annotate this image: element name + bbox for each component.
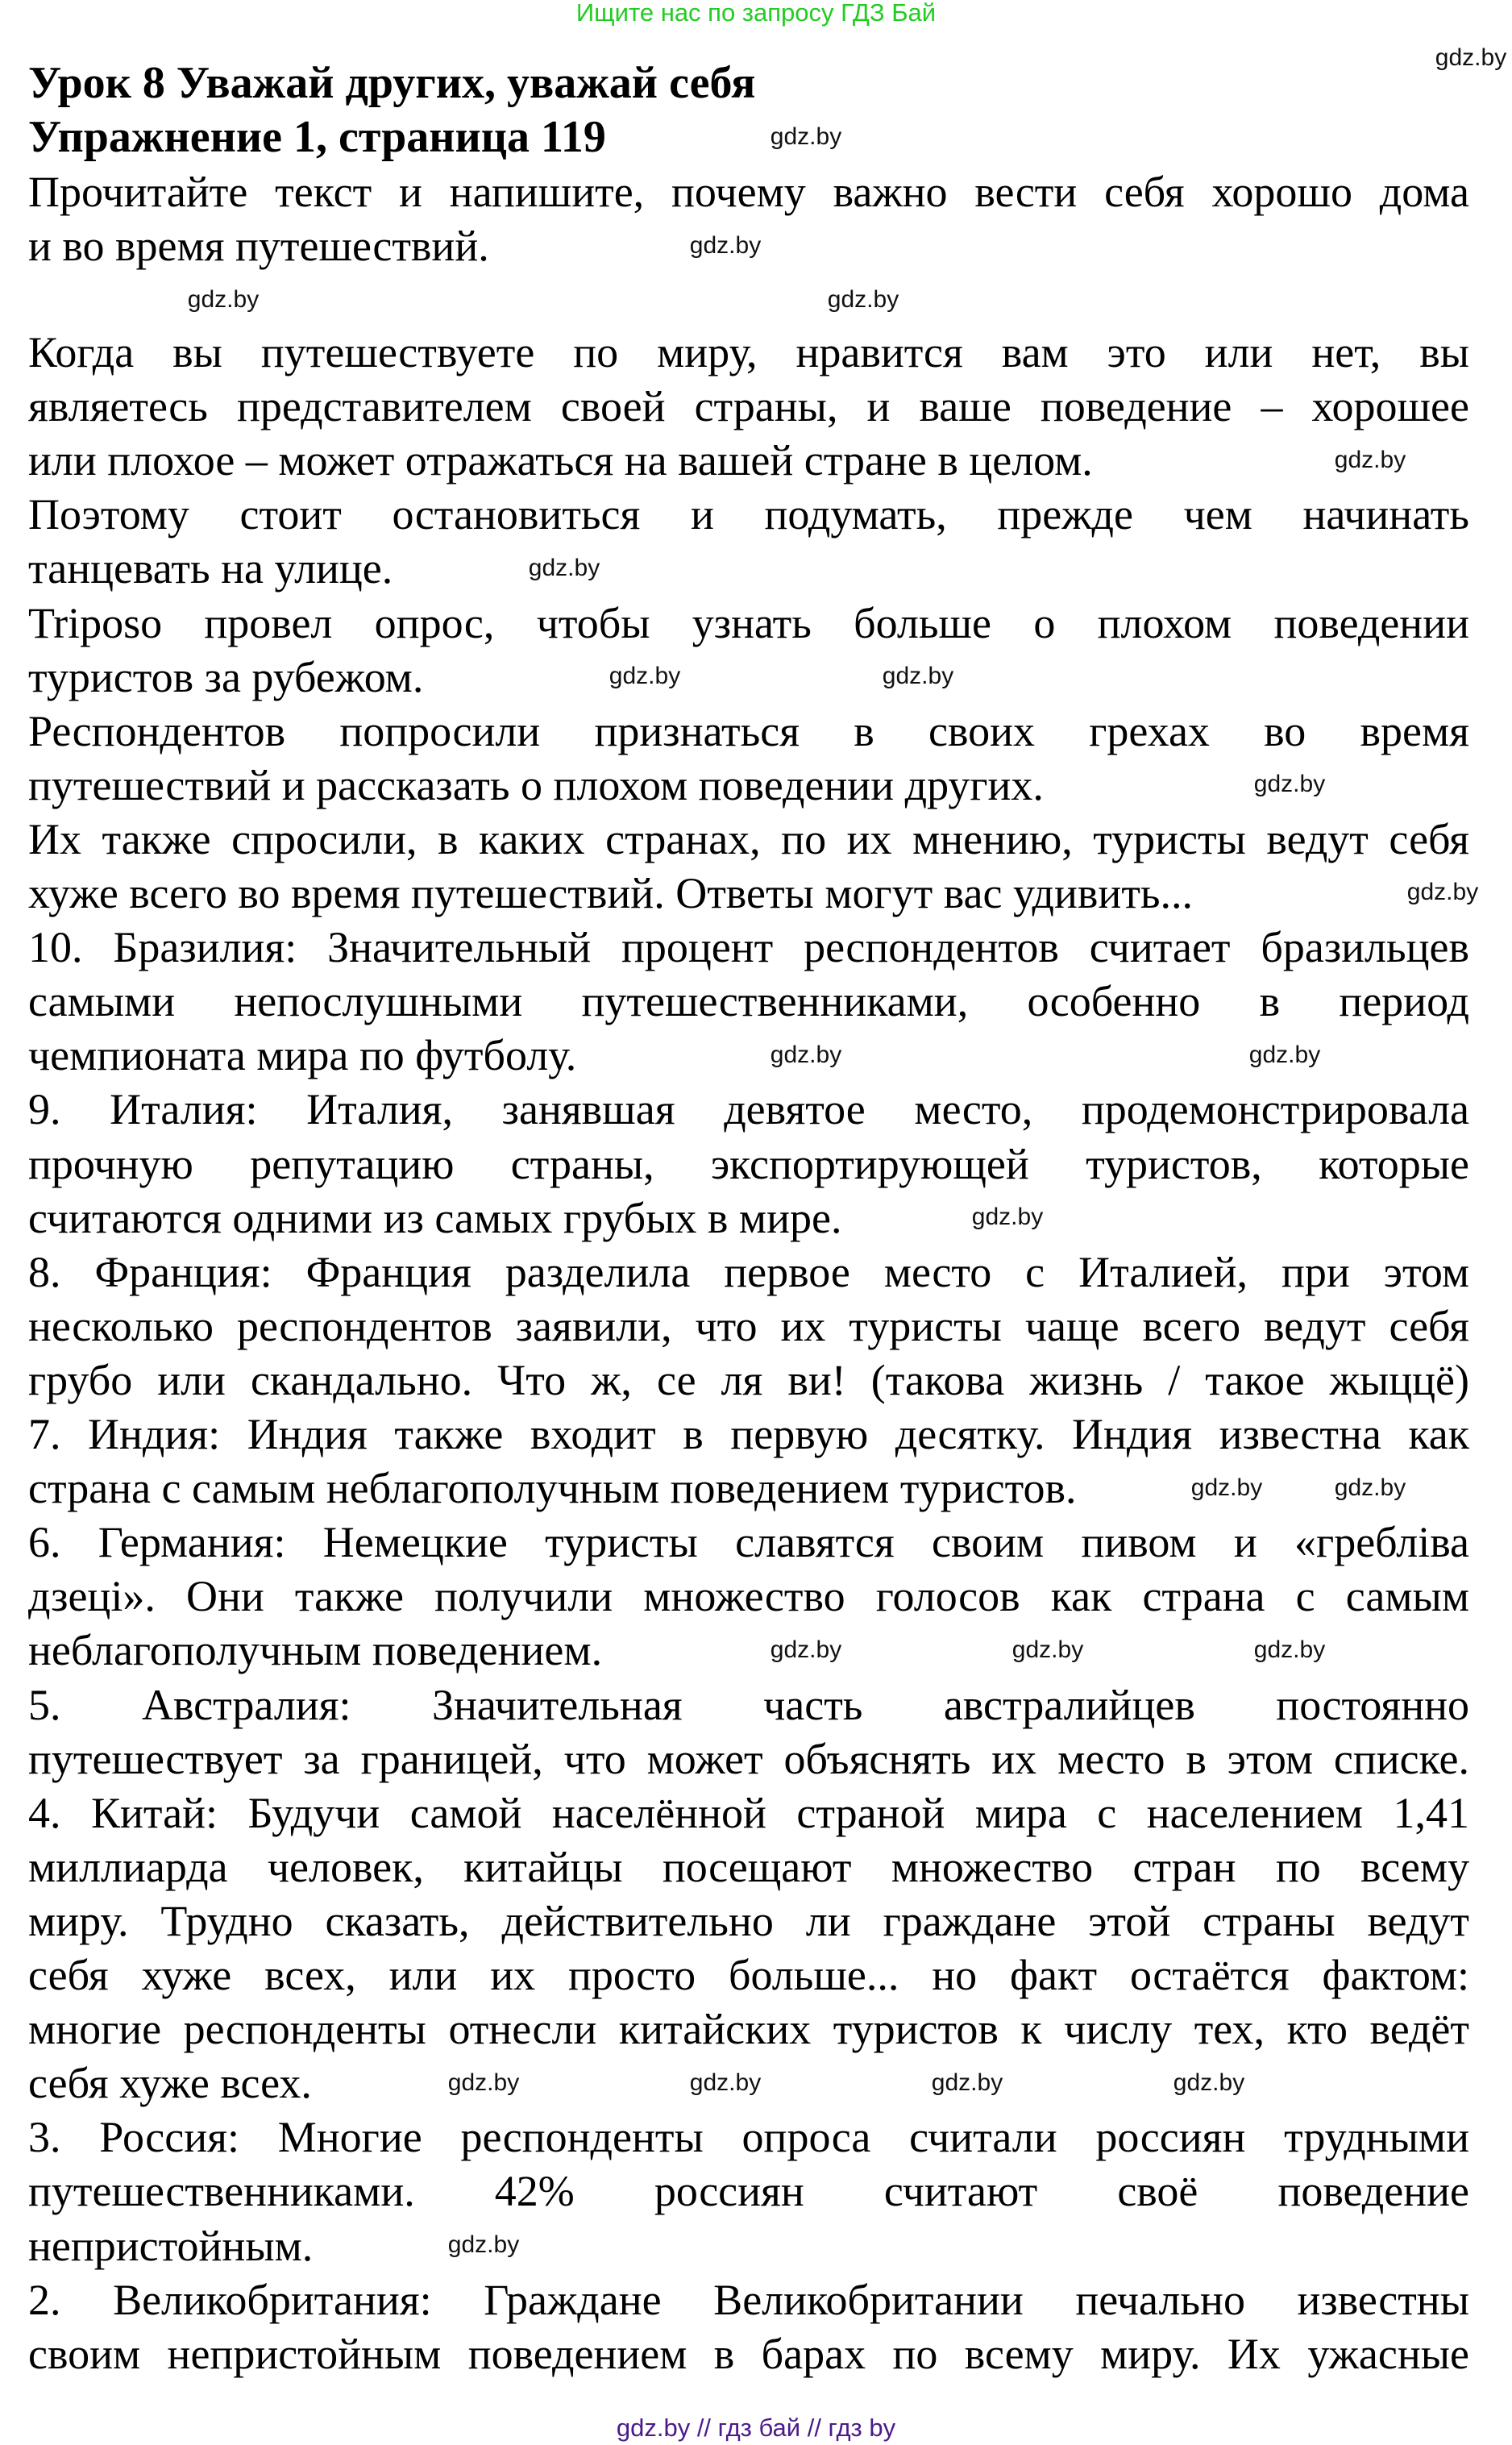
text-line: путешественниками. 42% россиян считают своё поведение <box>28 2167 1469 2216</box>
text-line: считаются одними из самых грубых в мире. <box>28 1193 842 1242</box>
text-line: Прочитайте текст и напишите, почему важно вести себя хорошо дома <box>28 168 1469 216</box>
text-line: несколько респондентов заявили, что их туристы чаще всего ведут себя <box>28 1301 1469 1350</box>
watermark-text: gdz.by <box>931 2069 1003 2096</box>
watermark-text: gdz.by <box>447 2231 520 2258</box>
text-line: своим непристойным поведением в барах по всему миру. Их ужасные <box>28 2329 1469 2378</box>
watermark-text: gdz.by <box>1011 1636 1084 1663</box>
text-line: чемпионата мира по футболу. <box>28 1031 577 1080</box>
watermark-text: gdz.by <box>1248 1042 1321 1068</box>
watermark-text: gdz.by <box>770 1636 842 1663</box>
text-line: 3. Россия: Многие респонденты опроса считали россиян трудными <box>28 2113 1469 2162</box>
footer-links[interactable]: gdz.by // гдз бай // гдз by <box>616 2414 896 2442</box>
text-line: Поэтому стоит остановиться и подумать, прежде чем начинать <box>28 490 1469 539</box>
text-line: Их также спросили, в каких странах, по их мнению, туристы ведут себя <box>28 814 1469 863</box>
watermark-text: gdz.by <box>770 123 842 150</box>
text-line: 2. Великобритания: Граждане Великобритании печально известны <box>28 2275 1469 2324</box>
watermark-text: gdz.by <box>187 286 260 313</box>
text-line: непристойным. <box>28 2221 314 2270</box>
watermark-text: gdz.by <box>1435 44 1507 71</box>
text-line: прочную репутацию страны, экспортирующей туристов, которые <box>28 1139 1469 1188</box>
watermark-text: gdz.by <box>447 2069 520 2096</box>
text-line: 6. Германия: Немецкие туристы славятся своим пивом и «гребліва <box>28 1518 1469 1567</box>
watermark-text: gdz.by <box>882 663 954 689</box>
watermark-text: gdz.by <box>689 232 762 259</box>
text-line: Респондентов попросили признаться в своих грехах во время <box>28 706 1469 755</box>
text-line: путешествует за границей, что может объяснять их место в этом списке. <box>28 1734 1469 1783</box>
text-line: неблагополучным поведением. <box>28 1626 603 1675</box>
text-line: или плохое – может отражаться на вашей стране в целом. <box>28 436 1093 485</box>
watermark-text: gdz.by <box>1334 447 1406 473</box>
text-line: туристов за рубежом. <box>28 652 424 701</box>
watermark-text: gdz.by <box>609 663 681 689</box>
text-line: танцевать на улице. <box>28 544 393 593</box>
exercise-title: Упражнение 1, страница 119 <box>28 112 606 162</box>
watermark-text: gdz.by <box>1173 2069 1245 2096</box>
watermark-text: gdz.by <box>1253 1636 1326 1663</box>
text-line: многие респонденты отнесли китайских туристов к числу тех, кто ведёт <box>28 2005 1469 2054</box>
watermark-text: gdz.by <box>1334 1474 1406 1501</box>
text-line: и во время путешествий. <box>28 222 489 270</box>
search-banner[interactable]: Ищите нас по запросу ГДЗ Бай <box>575 0 937 27</box>
text-line: 8. Франция: Франция разделила первое место с Италией, при этом <box>28 1247 1469 1296</box>
text-line: 7. Индия: Индия также входит в первую десятку. Индия известна как <box>28 1410 1469 1458</box>
text-line: Triposo провел опрос, чтобы узнать больше о плохом поведении <box>28 598 1469 647</box>
text-line: путешествий и рассказать о плохом поведении других. <box>28 760 1044 809</box>
text-line: миллиарда человек, китайцы посещают множество стран по всему <box>28 1842 1469 1891</box>
text-line: дзеці». Они также получили множество голосов как страна с самым <box>28 1572 1469 1621</box>
text-line: самыми непослушными путешественниками, особенно в период <box>28 977 1469 1026</box>
text-line: 5. Австралия: Значительная часть австралийцев постоянно <box>28 1680 1469 1729</box>
watermark-text: gdz.by <box>1406 879 1479 905</box>
text-line: хуже всего во время путешествий. Ответы могут вас удивить... <box>28 869 1194 917</box>
watermark-text: gdz.by <box>770 1042 842 1068</box>
watermark-text: gdz.by <box>1253 771 1326 797</box>
text-line: 9. Италия: Италия, занявшая девятое место, продемонстрировала <box>28 1085 1469 1134</box>
text-line: 4. Китай: Будучи самой населённой страной мира с населением 1,41 <box>28 1788 1469 1837</box>
watermark-text: gdz.by <box>827 286 899 313</box>
text-line: себя хуже всех, или их просто больше... но факт остаётся фактом: <box>28 1951 1469 1999</box>
text-line: грубо или скандально. Что ж, се ля ви! (такова жизнь / такое жыццё) <box>28 1355 1469 1404</box>
text-line: миру. Трудно сказать, действительно ли граждане этой страны ведут <box>28 1896 1469 1945</box>
text-line: 10. Бразилия: Значительный процент респондентов считает бразильцев <box>28 923 1469 972</box>
text-line: Когда вы путешествуете по миру, нравится вам это или нет, вы <box>28 328 1469 376</box>
text-line: страна с самым неблагополучным поведением туристов. <box>28 1464 1077 1513</box>
watermark-text: gdz.by <box>971 1204 1044 1230</box>
text-line: являетесь представителем своей страны, и ваше поведение – хорошее <box>28 382 1469 431</box>
watermark-text: gdz.by <box>528 555 600 581</box>
lesson-title: Урок 8 Уважай других, уважай себя <box>28 58 756 108</box>
watermark-text: gdz.by <box>1190 1474 1263 1501</box>
text-line: себя хуже всех. <box>28 2059 312 2108</box>
watermark-text: gdz.by <box>689 2069 762 2096</box>
